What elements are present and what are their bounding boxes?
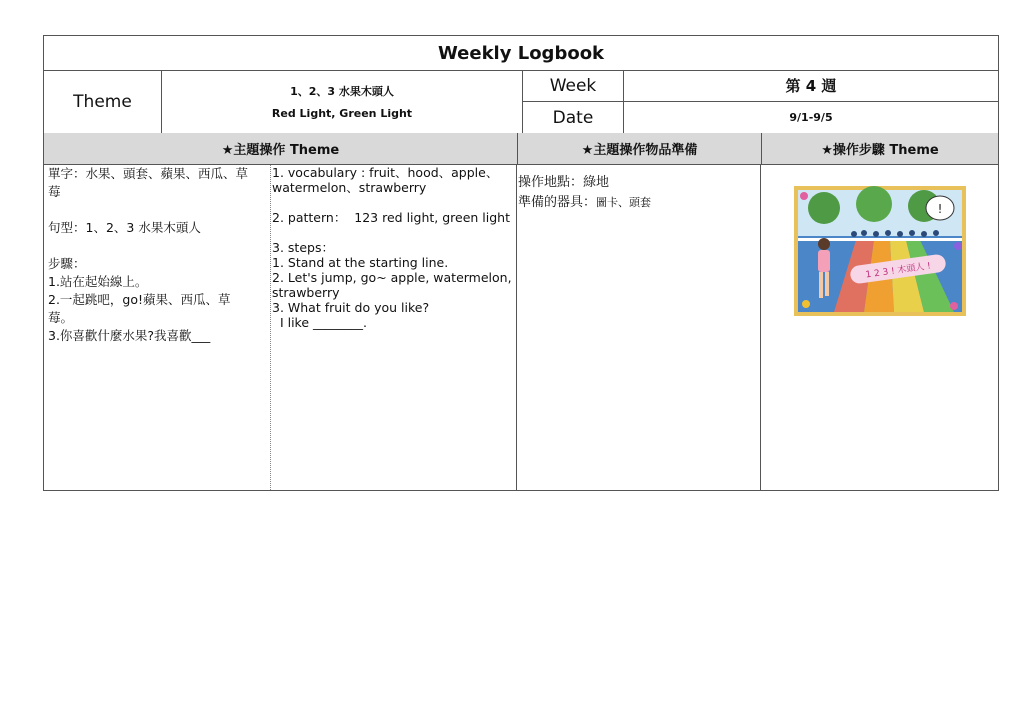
- materials-column: [518, 165, 761, 490]
- section-steps: ★操作步驟 Theme: [821, 143, 939, 158]
- steps-zh-title: 步驟：: [48, 256, 86, 271]
- step3-en: 3. What fruit do you like?: [272, 300, 430, 315]
- chinese-content-column: [44, 165, 271, 490]
- step2-zh-line2: 莓。: [48, 310, 74, 325]
- theme-value-en: Red Light, Green Light: [271, 107, 413, 120]
- equipment-label: 準備的器具：: [518, 195, 597, 210]
- theme-value: [162, 70, 523, 134]
- theme-label: Theme: [44, 70, 162, 134]
- step1-zh: 1.站在起始線上。: [48, 274, 148, 289]
- date-value: 9/1-9/5: [789, 111, 833, 124]
- section-header-row: [44, 133, 998, 165]
- step2-en-line2: strawberry: [272, 285, 340, 300]
- step2-zh-line1: 2.一起跳吧，go!蘋果、西瓜、草: [48, 292, 231, 307]
- pattern-en: 2. pattern： 123 red light, green light: [272, 210, 511, 225]
- english-content-column: [272, 165, 517, 490]
- vocab-zh-line1: 單字：水果、頭套、蘋果、西瓜、草: [48, 166, 249, 181]
- step1-en: 1. Stand at the starting line.: [272, 255, 449, 270]
- theme-value-zh: 1、2、3 水果木頭人: [290, 85, 394, 98]
- vocab-zh-line2: 莓: [48, 184, 61, 199]
- week-value: 第 4 週: [624, 70, 998, 102]
- pattern-zh: 句型：1、2、3 水果木頭人: [48, 220, 201, 235]
- svg-text:!: !: [937, 202, 943, 216]
- steps-en-title: 3. steps：: [272, 240, 334, 255]
- location-text: 操作地點：綠地: [518, 175, 610, 190]
- step3-zh: 3.你喜歡什麼水果?我喜歡___: [48, 328, 211, 343]
- sign-text: 1 2 3 ! 木頭人 !: [865, 261, 932, 281]
- page-title: Weekly Logbook: [44, 36, 998, 71]
- answer-en: I like ________.: [272, 315, 367, 330]
- logbook-table: [43, 35, 999, 491]
- week-label: Week: [523, 70, 624, 102]
- equipment-items: 圖卡、頭套: [596, 196, 652, 209]
- equipment-line: [518, 193, 760, 213]
- date-label: Date: [523, 102, 624, 133]
- section-operation: ★主題操作 Theme: [44, 133, 518, 164]
- steps-photo-column: [762, 165, 998, 490]
- vocab-en-line2: watermelon、strawberry: [272, 180, 427, 195]
- step2-en-line1: 2. Let's jump, go~ apple, watermelon,: [272, 270, 512, 285]
- vocab-en-line1: 1. vocabulary : fruit、hood、apple、: [272, 165, 499, 180]
- section-materials: ★主題操作物品準備: [518, 133, 762, 164]
- activity-photo: [794, 186, 966, 316]
